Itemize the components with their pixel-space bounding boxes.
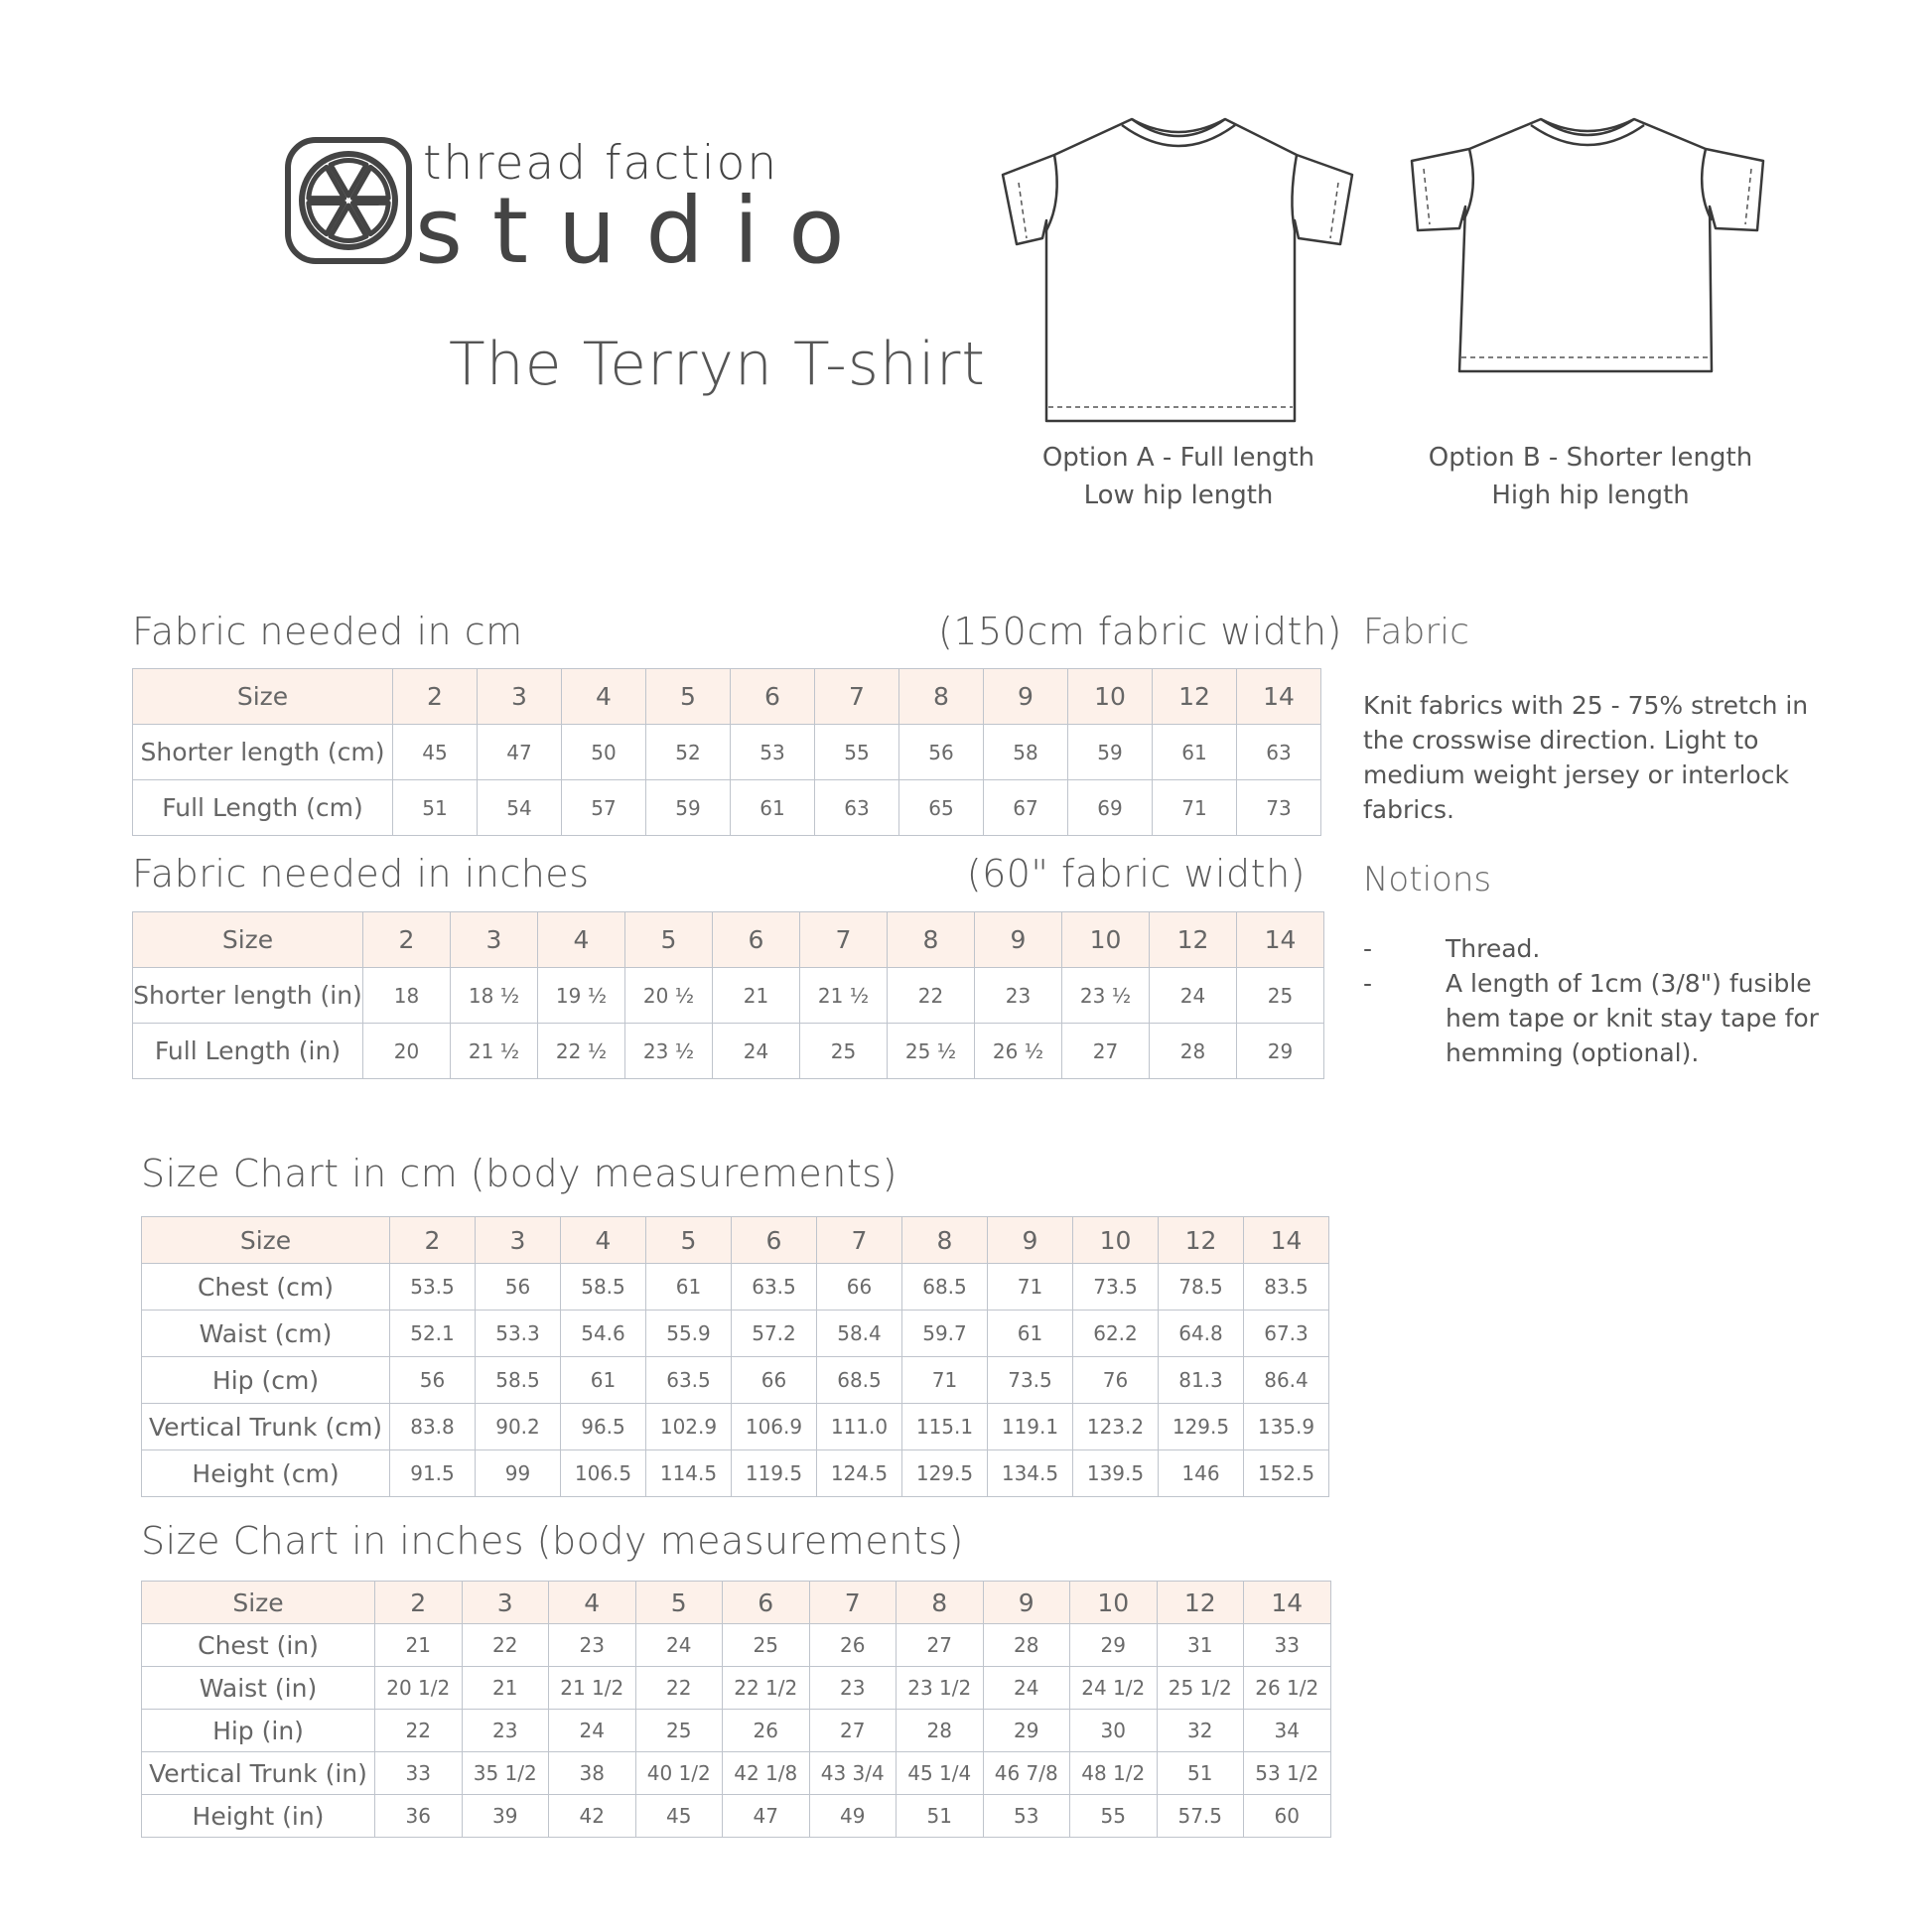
measurement-cell: 47: [723, 1795, 810, 1838]
measurement-cell: 33: [1244, 1624, 1331, 1667]
measurement-cell: 54: [478, 780, 562, 836]
size-column-header: 8: [902, 1217, 988, 1264]
size-column-header: 10: [1062, 912, 1150, 968]
measurement-cell: 53.5: [390, 1264, 476, 1311]
measurement-cell: 47: [478, 725, 562, 780]
measurement-cell: 24: [549, 1710, 636, 1752]
measurement-cell: 19 ½: [538, 968, 625, 1024]
table-row: [133, 780, 1321, 836]
measurement-cell: 34: [1244, 1710, 1331, 1752]
measurement-cell: 54.6: [561, 1311, 646, 1357]
measurement-cell: 29: [1070, 1624, 1158, 1667]
measurement-cell: 28: [983, 1624, 1070, 1667]
measurement-cell: 63.5: [646, 1357, 732, 1404]
measurement-cell: 59: [1068, 725, 1153, 780]
measurement-cell: 28: [1150, 1024, 1237, 1079]
measurement-cell: 22 1/2: [723, 1667, 810, 1710]
fabric-in-width-note: (60" fabric width): [966, 852, 1306, 896]
measurement-cell: 33: [375, 1752, 463, 1795]
measurement-cell: 62.2: [1073, 1311, 1159, 1357]
size-column-header: 6: [713, 912, 800, 968]
measurement-cell: 65: [899, 780, 984, 836]
tshirt-shorter-length-illustration: [1402, 111, 1774, 379]
size-column-header: 2: [375, 1582, 463, 1624]
measurement-cell: 21: [375, 1624, 463, 1667]
size-column-header: 7: [817, 1217, 902, 1264]
measurement-cell: 22: [375, 1710, 463, 1752]
measurement-cell: 23: [462, 1710, 549, 1752]
measurement-cell: 61: [731, 780, 815, 836]
measurement-cell: 24: [713, 1024, 800, 1079]
fabric-in-table: [132, 911, 1324, 1079]
measurement-cell: 61: [646, 1264, 732, 1311]
measurement-cell: 42: [549, 1795, 636, 1838]
measurement-cell: 68.5: [902, 1264, 988, 1311]
measurement-cell: 73: [1237, 780, 1321, 836]
size-in-heading: Size Chart in inches (body measurements): [141, 1519, 964, 1563]
measurement-cell: 56: [899, 725, 984, 780]
size-column-header: 9: [984, 669, 1068, 725]
measurement-cell: 60: [1244, 1795, 1331, 1838]
row-label: Hip (cm): [142, 1357, 390, 1404]
row-label: Hip (in): [142, 1710, 375, 1752]
measurement-cell: 59.7: [902, 1311, 988, 1357]
table-row: [142, 1311, 1329, 1357]
size-in-table: [141, 1581, 1331, 1838]
size-column-header: 5: [646, 669, 731, 725]
fabric-in-heading: Fabric needed in inches: [132, 852, 590, 896]
size-column-header: 3: [462, 1582, 549, 1624]
fabric-description: Knit fabrics with 25 - 75% stretch in the crosswise direction. Light to medium weight jersey or interlock fabrics.: [1363, 691, 1809, 824]
measurement-cell: 78.5: [1159, 1264, 1244, 1311]
measurement-cell: 27: [897, 1624, 984, 1667]
size-column-header: 12: [1159, 1217, 1244, 1264]
measurement-cell: 21 1/2: [549, 1667, 636, 1710]
measurement-cell: 35 1/2: [462, 1752, 549, 1795]
measurement-cell: 55: [1070, 1795, 1158, 1838]
measurement-cell: 69: [1068, 780, 1153, 836]
size-column-header: 2: [390, 1217, 476, 1264]
measurement-cell: 51: [897, 1795, 984, 1838]
option-a-caption: [1025, 439, 1332, 514]
measurement-cell: 18: [363, 968, 451, 1024]
measurement-cell: 59: [646, 780, 731, 836]
measurement-cell: 55.9: [646, 1311, 732, 1357]
size-column-header: 9: [988, 1217, 1073, 1264]
measurement-cell: 53: [731, 725, 815, 780]
measurement-cell: 36: [375, 1795, 463, 1838]
row-label: Height (in): [142, 1795, 375, 1838]
measurement-cell: 73.5: [1073, 1264, 1159, 1311]
measurement-cell: 63.5: [732, 1264, 817, 1311]
size-column-header: 12: [1153, 669, 1237, 725]
notions-heading: Notions: [1363, 860, 1492, 899]
size-column-header: 5: [646, 1217, 732, 1264]
measurement-cell: 129.5: [902, 1450, 988, 1497]
measurement-cell: 28: [897, 1710, 984, 1752]
measurement-cell: 26 1/2: [1244, 1667, 1331, 1710]
measurement-cell: 58.4: [817, 1311, 902, 1357]
measurement-cell: 119.5: [732, 1450, 817, 1497]
measurement-cell: 26: [809, 1624, 897, 1667]
measurement-cell: 114.5: [646, 1450, 732, 1497]
measurement-cell: 106.9: [732, 1404, 817, 1450]
measurement-cell: 42 1/8: [723, 1752, 810, 1795]
measurement-cell: 24: [1150, 968, 1237, 1024]
measurement-cell: 66: [732, 1357, 817, 1404]
measurement-cell: 23: [549, 1624, 636, 1667]
measurement-cell: 61: [561, 1357, 646, 1404]
row-label: Full Length (in): [133, 1024, 363, 1079]
measurement-cell: 53: [983, 1795, 1070, 1838]
measurement-cell: 27: [1062, 1024, 1150, 1079]
table-row: [142, 1450, 1329, 1497]
measurement-cell: 21: [462, 1667, 549, 1710]
measurement-cell: 66: [817, 1264, 902, 1311]
measurement-cell: 25: [723, 1624, 810, 1667]
measurement-cell: 22: [888, 968, 975, 1024]
measurement-cell: 21 ½: [800, 968, 888, 1024]
size-column-header: 4: [562, 669, 646, 725]
measurement-cell: 81.3: [1159, 1357, 1244, 1404]
measurement-cell: 51: [1157, 1752, 1244, 1795]
size-column-header: 5: [625, 912, 713, 968]
lemon-slice-logo-icon: [284, 136, 413, 265]
row-label: Height (cm): [142, 1450, 390, 1497]
measurement-cell: 20 ½: [625, 968, 713, 1024]
size-column-header: 6: [731, 669, 815, 725]
size-column-header: 3: [451, 912, 538, 968]
table-row: [142, 1795, 1331, 1838]
measurement-cell: 134.5: [988, 1450, 1073, 1497]
measurement-cell: 53 1/2: [1244, 1752, 1331, 1795]
measurement-cell: 71: [1153, 780, 1237, 836]
fabric-cm-heading: Fabric needed in cm: [132, 610, 523, 653]
table-row: [142, 1624, 1331, 1667]
measurement-cell: 76: [1073, 1357, 1159, 1404]
measurement-cell: 57.2: [732, 1311, 817, 1357]
row-label: Vertical Trunk (cm): [142, 1404, 390, 1450]
measurement-cell: 83.8: [390, 1404, 476, 1450]
table-row: [142, 1710, 1331, 1752]
size-column-header: 8: [888, 912, 975, 968]
measurement-cell: 23: [809, 1667, 897, 1710]
table-header-row: [133, 912, 1324, 968]
size-column-header: 3: [476, 1217, 561, 1264]
size-column-header: 9: [975, 912, 1062, 968]
measurement-cell: 152.5: [1244, 1450, 1329, 1497]
measurement-cell: 52: [646, 725, 731, 780]
table-header-row: [133, 669, 1321, 725]
size-column-header: 14: [1244, 1217, 1329, 1264]
measurement-cell: 57.5: [1157, 1795, 1244, 1838]
measurement-cell: 68.5: [817, 1357, 902, 1404]
measurement-cell: 22: [462, 1624, 549, 1667]
measurement-cell: 73.5: [988, 1357, 1073, 1404]
measurement-cell: 56: [476, 1264, 561, 1311]
row-label: Chest (cm): [142, 1264, 390, 1311]
option-b-title: Option B - Shorter length: [1428, 443, 1753, 473]
size-column-header: 6: [732, 1217, 817, 1264]
size-column-header: 10: [1070, 1582, 1158, 1624]
fabric-heading: Fabric: [1363, 612, 1469, 652]
option-b-subtitle: High hip length: [1491, 481, 1690, 510]
table-header-row: [142, 1582, 1331, 1624]
measurement-cell: 27: [809, 1710, 897, 1752]
brand-name-line1: thread faction: [423, 136, 779, 191]
table-row: [133, 1024, 1324, 1079]
size-column-header: 7: [815, 669, 899, 725]
size-column-header: 4: [561, 1217, 646, 1264]
size-column-header: 10: [1073, 1217, 1159, 1264]
size-cm-table: [141, 1216, 1329, 1497]
measurement-cell: 55: [815, 725, 899, 780]
measurement-cell: 25: [800, 1024, 888, 1079]
measurement-cell: 52.1: [390, 1311, 476, 1357]
pattern-title: The Terryn T-shirt: [449, 330, 986, 399]
brand-name-line2: studio: [415, 178, 875, 284]
measurement-cell: 18 ½: [451, 968, 538, 1024]
size-column-header: 14: [1237, 912, 1324, 968]
measurement-cell: 45: [635, 1795, 723, 1838]
fabric-cm-width-note: (150cm fabric width): [938, 610, 1342, 653]
notions-item-thread: [1363, 931, 1840, 971]
size-column-header: 7: [800, 912, 888, 968]
size-header-cell: Size: [133, 669, 393, 725]
measurement-cell: 32: [1157, 1710, 1244, 1752]
measurement-cell: 40 1/2: [635, 1752, 723, 1795]
measurement-cell: 90.2: [476, 1404, 561, 1450]
measurement-cell: 123.2: [1073, 1404, 1159, 1450]
measurement-cell: 83.5: [1244, 1264, 1329, 1311]
table-row: [142, 1357, 1329, 1404]
measurement-cell: 96.5: [561, 1404, 646, 1450]
measurement-cell: 71: [902, 1357, 988, 1404]
table-row: [142, 1667, 1331, 1710]
size-column-header: 9: [983, 1582, 1070, 1624]
bullet-dash: -: [1363, 969, 1373, 998]
tshirt-full-length-illustration: [995, 111, 1362, 429]
table-row: [133, 968, 1324, 1024]
measurement-cell: 67: [984, 780, 1068, 836]
measurement-cell: 46 7/8: [983, 1752, 1070, 1795]
size-column-header: 14: [1244, 1582, 1331, 1624]
measurement-cell: 24 1/2: [1070, 1667, 1158, 1710]
measurement-cell: 22 ½: [538, 1024, 625, 1079]
measurement-cell: 45: [393, 725, 478, 780]
row-label: Shorter length (cm): [133, 725, 393, 780]
notions-item-text: A length of 1cm (3/8") fusible hem tape or knit stay tape for hemming (optional).: [1446, 969, 1819, 1067]
measurement-cell: 99: [476, 1450, 561, 1497]
row-label: Shorter length (in): [133, 968, 363, 1024]
table-row: [133, 725, 1321, 780]
size-header-cell: Size: [142, 1582, 375, 1624]
row-label: Full Length (cm): [133, 780, 393, 836]
measurement-cell: 58.5: [561, 1264, 646, 1311]
size-cm-heading: Size Chart in cm (body measurements): [141, 1152, 897, 1195]
measurement-cell: 24: [983, 1667, 1070, 1710]
measurement-cell: 23: [975, 968, 1062, 1024]
measurement-cell: 57: [562, 780, 646, 836]
measurement-cell: 71: [988, 1264, 1073, 1311]
size-column-header: 2: [393, 669, 478, 725]
bullet-dash: -: [1363, 934, 1373, 963]
measurement-cell: 51: [393, 780, 478, 836]
measurement-cell: 115.1: [902, 1404, 988, 1450]
measurement-cell: 86.4: [1244, 1357, 1329, 1404]
size-header-cell: Size: [142, 1217, 390, 1264]
measurement-cell: 26 ½: [975, 1024, 1062, 1079]
measurement-cell: 61: [1153, 725, 1237, 780]
measurement-cell: 124.5: [817, 1450, 902, 1497]
table-row: [142, 1264, 1329, 1311]
size-column-header: 4: [549, 1582, 636, 1624]
measurement-cell: 21: [713, 968, 800, 1024]
measurement-cell: 25: [635, 1710, 723, 1752]
measurement-cell: 58: [984, 725, 1068, 780]
option-b-caption: [1427, 439, 1754, 514]
fabric-cm-table: [132, 668, 1321, 836]
size-column-header: 4: [538, 912, 625, 968]
measurement-cell: 135.9: [1244, 1404, 1329, 1450]
table-row: [142, 1404, 1329, 1450]
measurement-cell: 30: [1070, 1710, 1158, 1752]
measurement-cell: 63: [815, 780, 899, 836]
measurement-cell: 106.5: [561, 1450, 646, 1497]
size-column-header: 2: [363, 912, 451, 968]
measurement-cell: 25: [1237, 968, 1324, 1024]
measurement-cell: 25 1/2: [1157, 1667, 1244, 1710]
measurement-cell: 39: [462, 1795, 549, 1838]
measurement-cell: 129.5: [1159, 1404, 1244, 1450]
measurement-cell: 26: [723, 1710, 810, 1752]
size-column-header: 10: [1068, 669, 1153, 725]
size-column-header: 8: [899, 669, 984, 725]
measurement-cell: 48 1/2: [1070, 1752, 1158, 1795]
size-column-header: 3: [478, 669, 562, 725]
size-header-cell: Size: [133, 912, 363, 968]
size-column-header: 5: [635, 1582, 723, 1624]
row-label: Waist (cm): [142, 1311, 390, 1357]
measurement-cell: 50: [562, 725, 646, 780]
size-column-header: 12: [1150, 912, 1237, 968]
measurement-cell: 29: [1237, 1024, 1324, 1079]
measurement-cell: 23 1/2: [897, 1667, 984, 1710]
option-a-title: Option A - Full length: [1041, 443, 1315, 473]
measurement-cell: 91.5: [390, 1450, 476, 1497]
measurement-cell: 63: [1237, 725, 1321, 780]
row-label: Waist (in): [142, 1667, 375, 1710]
measurement-cell: 119.1: [988, 1404, 1073, 1450]
measurement-cell: 22: [635, 1667, 723, 1710]
measurement-cell: 139.5: [1073, 1450, 1159, 1497]
measurement-cell: 43 3/4: [809, 1752, 897, 1795]
brand-logo: [284, 136, 875, 284]
table-header-row: [142, 1217, 1329, 1264]
measurement-cell: 20 1/2: [375, 1667, 463, 1710]
measurement-cell: 20: [363, 1024, 451, 1079]
measurement-cell: 64.8: [1159, 1311, 1244, 1357]
notions-item-hem-tape: [1363, 966, 1840, 1075]
size-column-header: 12: [1157, 1582, 1244, 1624]
option-a-subtitle: Low hip length: [1083, 481, 1274, 510]
row-label: Chest (in): [142, 1624, 375, 1667]
measurement-cell: 25 ½: [888, 1024, 975, 1079]
size-column-header: 14: [1237, 669, 1321, 725]
measurement-cell: 21 ½: [451, 1024, 538, 1079]
notions-item-text: Thread.: [1446, 934, 1541, 963]
measurement-cell: 56: [390, 1357, 476, 1404]
row-label: Vertical Trunk (in): [142, 1752, 375, 1795]
measurement-cell: 53.3: [476, 1311, 561, 1357]
measurement-cell: 31: [1157, 1624, 1244, 1667]
measurement-cell: 58.5: [476, 1357, 561, 1404]
measurement-cell: 102.9: [646, 1404, 732, 1450]
measurement-cell: 111.0: [817, 1404, 902, 1450]
measurement-cell: 38: [549, 1752, 636, 1795]
measurement-cell: 23 ½: [625, 1024, 713, 1079]
size-column-header: 6: [723, 1582, 810, 1624]
measurement-cell: 61: [988, 1311, 1073, 1357]
measurement-cell: 24: [635, 1624, 723, 1667]
size-column-header: 8: [897, 1582, 984, 1624]
measurement-cell: 49: [809, 1795, 897, 1838]
measurement-cell: 23 ½: [1062, 968, 1150, 1024]
measurement-cell: 146: [1159, 1450, 1244, 1497]
measurement-cell: 45 1/4: [897, 1752, 984, 1795]
measurement-cell: 67.3: [1244, 1311, 1329, 1357]
size-column-header: 7: [809, 1582, 897, 1624]
measurement-cell: 29: [983, 1710, 1070, 1752]
table-row: [142, 1752, 1331, 1795]
